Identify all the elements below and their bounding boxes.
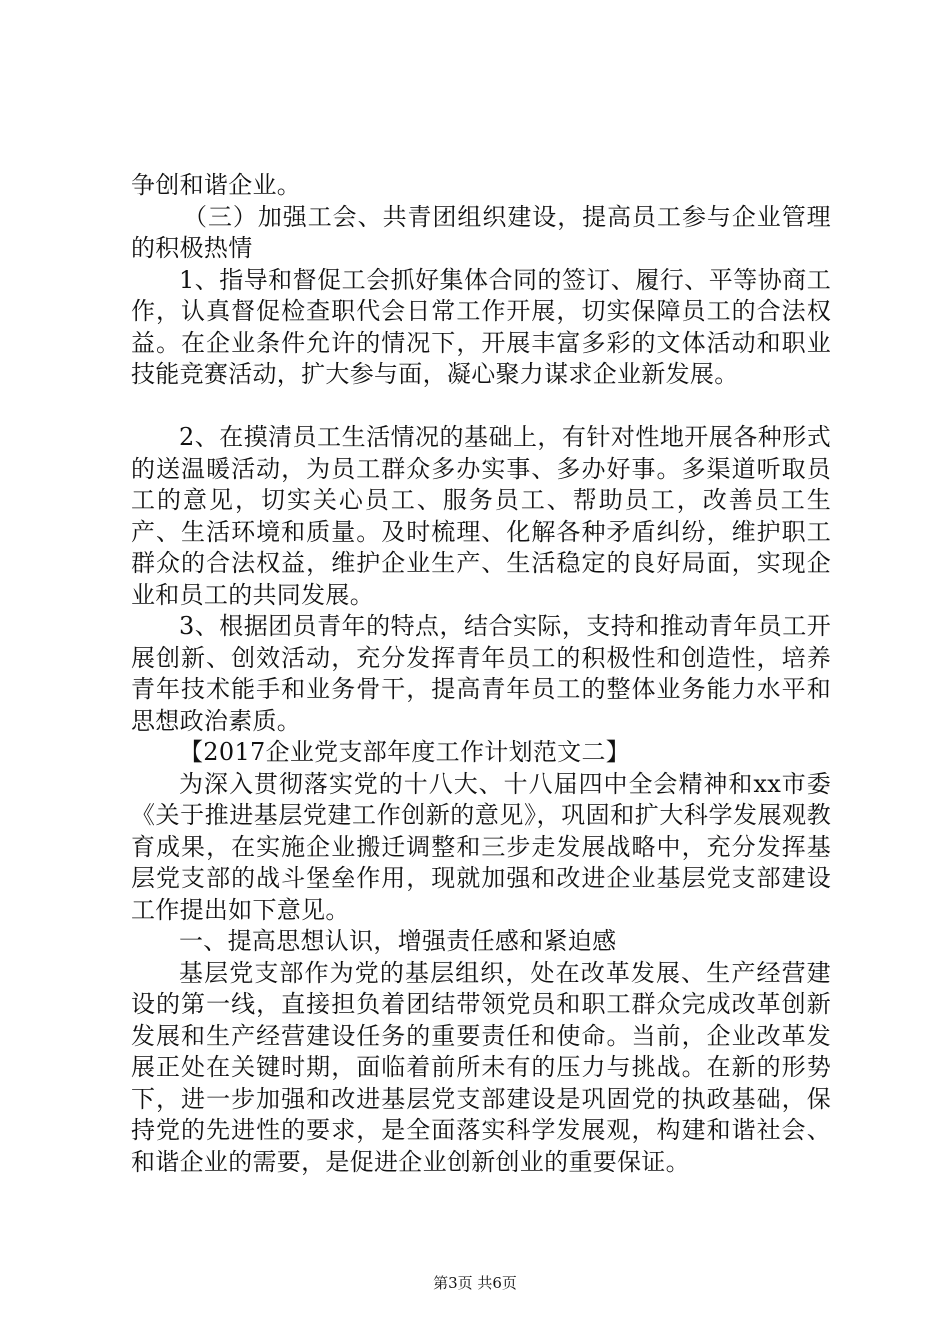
list-item-2: 2、在摸清员工生活情况的基础上，有针对性地开展各种形式的送温暖活动，为员工群众多办实事、多办好事。多渠道听取员工的意见，切实关心员工、服务员工、帮助员工，改善员工生产、生活环境和质量。及时梳理、化解各种矛盾纠纷，维护职工群众的合法权益，维护企业生产、生活稳定的良好局面，实现企业和员工的共同发展。 <box>131 423 831 609</box>
paragraph-continuation: 争创和谐企业。 <box>131 171 302 199</box>
section-title-plan-two: 【2017企业党支部年度工作计划范文二】 <box>179 738 631 766</box>
section-heading-one: 一、提高思想认识，增强责任感和紧迫感 <box>179 927 617 955</box>
section-heading-three: （三）加强工会、共青团组织建设，提高员工参与企业管理的积极热情 <box>131 202 831 262</box>
page-number: 第3页 共6页 <box>433 1274 517 1292</box>
list-item-3: 3、根据团员青年的特点，结合实际，支持和推动青年员工开展创新、创效活动，充分发挥青年员工的积极性和创造性，培养青年技术能手和业务骨干，提高青年员工的整体业务能力水平和思想政治素质。 <box>131 612 831 735</box>
list-item-1: 1、指导和督促工会抓好集体合同的签订、履行、平等协商工作，认真督促检查职代会日常工作开展，切实保障员工的合法权益。在企业条件允许的情况下，开展丰富多彩的文体活动和职业技能竞赛活动，扩大参与面，凝心聚力谋求企业新发展。 <box>131 265 831 388</box>
intro-paragraph: 为深入贯彻落实党的十八大、十八届四中全会精神和xx市委《关于推进基层党建工作创新的意见》，巩固和扩大科学发展观教育成果，在实施企业搬迁调整和三步走发展战略中，充分发挥基层党支部的战斗堡垒作用，现就加强和改进企业基层党支部建设工作提出如下意见。 <box>131 769 831 924</box>
document-body <box>131 170 831 1178</box>
body-paragraph: 基层党支部作为党的基层组织，处在改革发展、生产经营建设的第一线，直接担负着团结带领党员和职工群众完成改革创新发展和生产经营建设任务的重要责任和使命。当前，企业改革发展正处在关键时期，面临着前所未有的压力与挑战。在新的形势下，进一步加强和改进基层党支部建设是巩固党的执政基础，保持党的先进性的要求，是全面落实科学发展观，构建和谐社会、和谐企业的需要，是促进企业创新创业的重要保证。 <box>131 958 831 1176</box>
